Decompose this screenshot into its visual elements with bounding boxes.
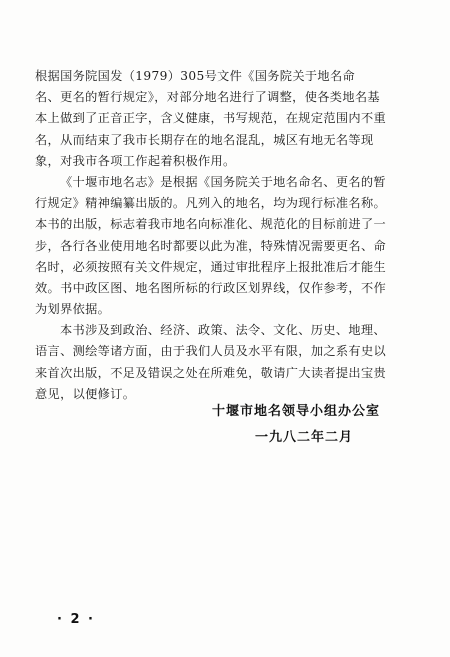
text-line-13: 本书涉及到政治、经济、政策、法令、文化、历史、地理、 [60, 323, 386, 338]
page-number: · 2 · [57, 612, 95, 627]
text-line-1: 根据国务院国发（1979）305号文件《国务院关于地名命 [35, 69, 356, 83]
text-line-5: 象，对我市各项工作起着积极作用。 [35, 153, 236, 168]
text-line-12: 为划界依据。 [35, 302, 111, 317]
signature-date: 一九八二年二月 [255, 430, 354, 445]
text-line-11: 效。书中政区图、地名图所标的行政区划界线，仅作参考，不作 [35, 280, 387, 295]
text-line-6: 《十堰市地名志》是根据《国务院关于地名命名、更名的暂 [60, 174, 386, 189]
text-line-14: 语言、测绘等诸方面，由于我们人员及水平有限，加之系有史以 [35, 344, 387, 359]
text-line-16: 意见，以便修订。 [35, 386, 136, 401]
text-line-9: 步，各行各业使用地名时都要以此为准，特殊情况需要更名、命 [35, 238, 387, 253]
text-line-7: 行规定》精神编纂出版的。凡列入的地名，均为现行标准名称。 [35, 196, 387, 211]
text-line-2: 名、更名的暂行规定》，对部分地名进行了调整，使各类地名基 [35, 90, 380, 105]
text-line-4: 名，从而结束了我市长期存在的地名混乱，城区有地无名等现 [35, 132, 374, 147]
signature-organization: 十堰市地名领导小组办公室 [212, 404, 381, 419]
body-text [35, 66, 415, 405]
text-line-3: 本上做到了正音正字，含义健康，书写规范，在规定范围内不重 [35, 111, 387, 126]
text-line-8: 本书的出版，标志着我市地名向标准化、规范化的目标前进了一 [35, 217, 387, 232]
text-line-15: 来首次出版，不足及错误之处在所难免，敬请广大读者提出宝贵 [35, 365, 387, 380]
text-line-10: 名时，必须按照有关文件规定，通过审批程序上报批准后才能生 [35, 259, 387, 274]
